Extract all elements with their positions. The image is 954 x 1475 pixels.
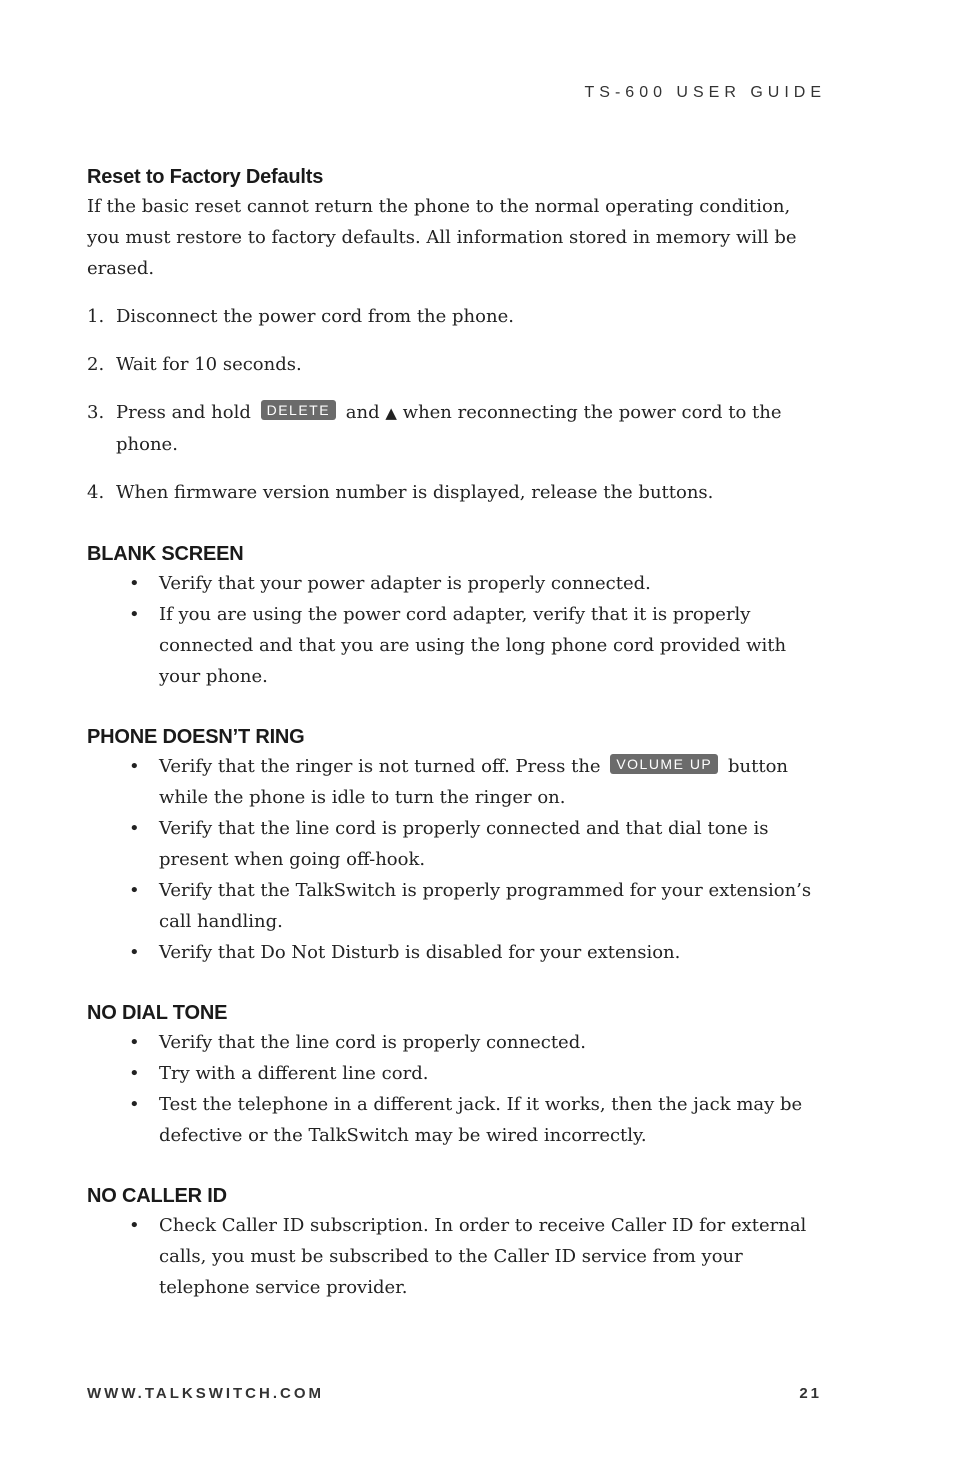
volume-up-key-label: VOLUME UP xyxy=(610,754,718,774)
section-heading: Reset to Factory Defaults xyxy=(87,166,324,188)
list-item-text: Verify that the TalkSwitch is properly programmed for your extension’s call handling. xyxy=(159,880,812,932)
footer-website: WWW.TALKSWITCH.COM xyxy=(87,1385,325,1402)
bullet-icon: • xyxy=(129,756,140,777)
step-text-mid: and xyxy=(345,402,380,423)
list-item-text: Test the telephone in a different jack. If it works, then the jack may be defective or the TalkSwitch may be wired incorrectly. xyxy=(159,1094,803,1146)
bullet-list xyxy=(87,1210,827,1303)
bullet-icon: • xyxy=(129,1032,140,1053)
bullet-icon: • xyxy=(129,942,140,963)
section-no-caller-id xyxy=(87,1185,827,1303)
list-item xyxy=(87,1210,827,1303)
list-item xyxy=(87,751,827,813)
step-item xyxy=(87,349,827,381)
step-number: 2. xyxy=(87,354,105,375)
bullet-list xyxy=(87,751,827,968)
step-text: When firmware version number is displayed, release the buttons. xyxy=(116,482,714,503)
bullet-icon: • xyxy=(129,1063,140,1084)
step-text: Disconnect the power cord from the phone. xyxy=(116,306,514,327)
bullet-icon: • xyxy=(129,573,140,594)
step-item xyxy=(87,397,827,461)
section-phone-doesnt-ring xyxy=(87,726,827,968)
page-number: 21 xyxy=(799,1385,822,1402)
bullet-list xyxy=(87,1027,827,1151)
section-reset-factory-defaults xyxy=(87,166,827,509)
section-intro: If the basic reset cannot return the phone to the normal operating condition, you must restore to factory defaults. All information stored in memory will be erased. xyxy=(87,196,797,279)
list-item-text: Check Caller ID subscription. In order to receive Caller ID for external calls, you must be subscribed to the Caller ID service from your telephone service provider. xyxy=(159,1215,807,1298)
list-item-text-post: button while the phone is idle to turn the ringer on. xyxy=(159,756,789,808)
list-item-text: Verify that the line cord is properly connected. xyxy=(159,1032,586,1053)
bullet-icon: • xyxy=(129,604,140,625)
list-item-text: Verify that your power adapter is properly connected. xyxy=(159,573,651,594)
list-item xyxy=(87,813,827,875)
list-item xyxy=(87,1027,827,1058)
list-item xyxy=(87,875,827,937)
bullet-icon: • xyxy=(129,1215,140,1236)
list-item-text: Verify that Do Not Disturb is disabled for your extension. xyxy=(159,942,681,963)
section-blank-screen xyxy=(87,543,827,692)
list-item xyxy=(87,568,827,599)
delete-key-label: DELETE xyxy=(261,400,336,420)
step-text: Wait for 10 seconds. xyxy=(116,354,302,375)
step-text-pre: Press and hold xyxy=(116,402,251,423)
section-no-dial-tone xyxy=(87,1002,827,1151)
up-arrow-icon: ▲ xyxy=(385,404,397,422)
page-content xyxy=(87,166,827,1303)
bullet-icon: • xyxy=(129,818,140,839)
list-item-text: Try with a different line cord. xyxy=(159,1063,429,1084)
bullet-icon: • xyxy=(129,880,140,901)
step-number: 3. xyxy=(87,402,105,423)
step-text-post: when reconnecting the power cord to the phone. xyxy=(116,402,782,455)
step-item xyxy=(87,301,827,333)
step-number: 1. xyxy=(87,306,105,327)
list-item xyxy=(87,1058,827,1089)
list-item-text: Verify that the line cord is properly connected and that dial tone is present when going off-hook. xyxy=(159,818,769,870)
section-heading: PHONE DOESN’T RING xyxy=(87,726,305,748)
step-item xyxy=(87,477,827,509)
list-item-text-pre: Verify that the ringer is not turned off. Press the xyxy=(159,756,601,777)
bullet-icon: • xyxy=(129,1094,140,1115)
reset-steps-list xyxy=(87,301,827,509)
section-heading: NO DIAL TONE xyxy=(87,1002,228,1024)
running-header: TS-600 USER GUIDE xyxy=(584,84,826,101)
list-item xyxy=(87,599,827,692)
list-item xyxy=(87,937,827,968)
section-heading: NO CALLER ID xyxy=(87,1185,227,1207)
bullet-list xyxy=(87,568,827,692)
step-number: 4. xyxy=(87,482,105,503)
list-item xyxy=(87,1089,827,1151)
section-heading: BLANK SCREEN xyxy=(87,543,244,565)
list-item-text: If you are using the power cord adapter, verify that it is properly connected and that you are using the long phone cord provided with your phone. xyxy=(159,604,787,687)
